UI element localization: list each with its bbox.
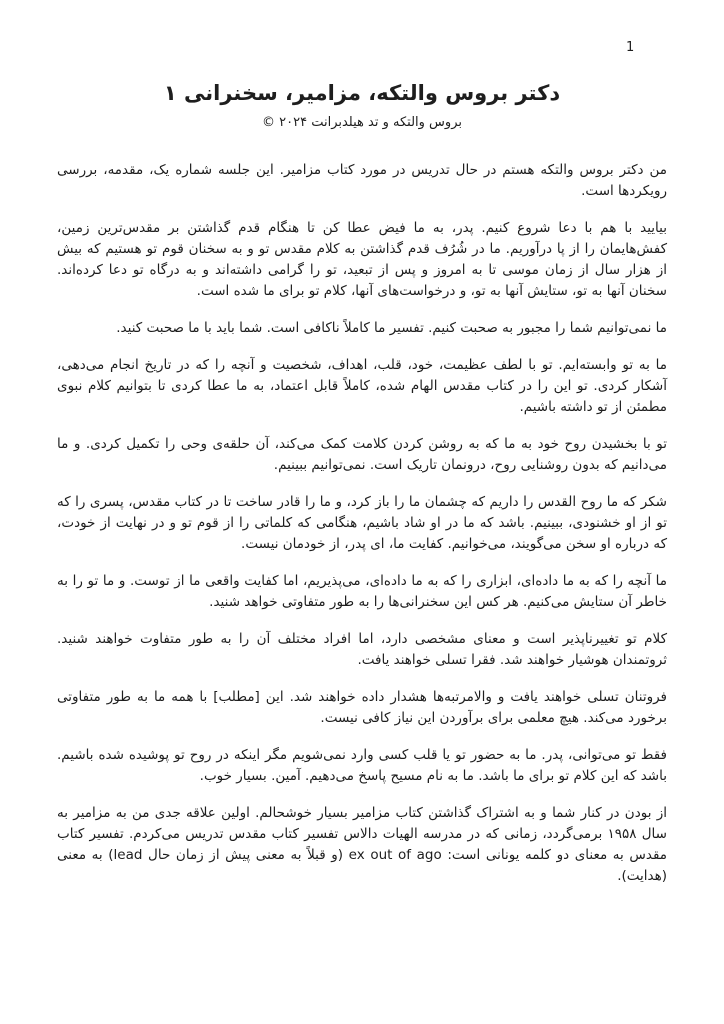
paragraph-psalms-interest: از بودن در کنار شما و به اشتراک گذاشتن کتاب مزامیر بسیار خوشحالم. اولین علاقه جدی من به مزامیر به سال ۱۹۵۸ برمی‌گردد، زمانی که در مدرسه الهیات دالاس تفسیر کتاب مقدس تدریس می‌کردم. تفسیر کتاب مقدس به معنای دو کلمه یونانی است: ex out of ago (و قبلاً به معنی پیش از زمان حال lead) به معنی (هدایت).: [57, 805, 668, 885]
paragraph-sufficiency: ما آنچه را که به ما داده‌ای، ابزاری را که به ما داده‌ای، می‌پذیریم، اما کفایت واقعی ما از توست. و ما تو را به خاطر آن ستایش می‌کنیم. هر کس این سخنرانی‌ها را به طور متفاوتی خواهد شنید.: [57, 573, 667, 611]
copyright-line: بروس والتکه و تد هیلدبرانت ۲۰۲۴ ©: [261, 115, 462, 131]
page-number: 1: [626, 40, 635, 55]
document-title: دکتر بروس والتکه، مزامیر، سخنرانی ۱: [163, 81, 561, 105]
paragraph-insufficiency: ما نمی‌توانیم شما را مجبور به صحبت کنیم. تفسیر ما کاملاً ناکافی است. شما باید با ما صحبت کنید.: [116, 320, 667, 337]
document-header: [0, 0, 724, 130]
paragraph-prayer-close: فقط تو می‌توانی، پدر. ما به حضور تو یا قلب کسی وارد نمی‌شویم مگر اینکه در روح تو پوشیده شده باشیم. باشد که این کلام تو برای ما باشد. ما به نام مسیح پاسخ می‌دهیم. آمین. بسیار خوب.: [57, 747, 667, 785]
paragraph-prayer-open: بیایید با هم با دعا شروع کنیم. پدر، به ما فیض عطا کن تا هنگام قدم گذاشتن بر مقدس‌ترین زمین، کفش‌هایمان را از پا درآوریم. ما در شُرُف قدم گذاشتن به کلام مقدس تو و به سخنان قوم تو هستیم که بیش از هزار سال از زمان موسی تا به امروز و پس از تبعید، تو را گرامی داشته‌اند و به درگاه تو دعا کرده‌اند. سخنان آنها به تو، ستایش آنها به تو، و درخواست‌های آنها، کلام تو برای ما شده است.: [57, 220, 667, 300]
paragraph-thanksgiving: شکر که ما روح القدس را داریم که چشمان ما را باز کرد، و ما را قادر ساخت تا در کتاب مقدس، پسری را که تو از او خشنودی، ببینیم. باشد که ما در او شاد باشیم، هنگامی که کلماتی را از قوم تو و در نهایت از خودت، که درباره او سخن می‌گویند، می‌خوانیم. کفایت ما، ای پدر، از خودمان نیست.: [57, 494, 667, 553]
paragraph-humble: فروتنان تسلی خواهند یافت و والامرتبه‌ها هشدار داده خواهند شد. این [مطلب] با همه ما به طور متفاوتی برخورد می‌کند. هیچ معلمی برای برآوردن این نیاز کافی نیست.: [57, 689, 667, 727]
paragraph-dependence: ما به تو وابسته‌ایم. تو با لطف عظیمت، خود، قلب، اهداف، شخصیت و آنچه را که در تاریخ انجام می‌دهی، آشکار کردی. تو این را در کتاب مقدس الهام شده، کاملاً قابل اعتماد، به ما عطا کردی تا بتوانیم کلام نبوی مطمئن از تو داشته باشیم.: [57, 357, 667, 416]
paragraph-spirit: تو با بخشیدن روح خود به ما که به روشن کردن کلامت کمک می‌کند، آن حلقه‌ی وحی را تکمیل کردی. و ما می‌دانیم که بدون روشنایی روح، درونمان تاریک است. نمی‌توانیم ببینیم.: [57, 436, 667, 474]
paragraph-intro: من دکتر بروس والتکه هستم در حال تدریس در مورد کتاب مزامیر. این جلسه شماره یک، مقدمه، بررسی رویکردها است.: [57, 162, 667, 200]
document-body: [57, 160, 667, 887]
paragraph-word-unchanging: کلام تو تغییرناپذیر است و معنای مشخصی دارد، اما افراد مختلف آن را به طور متفاوت خواهند شنید. ثروتمندان هوشیار خواهند شد. فقرا تسلی خواهند یافت.: [57, 631, 667, 669]
